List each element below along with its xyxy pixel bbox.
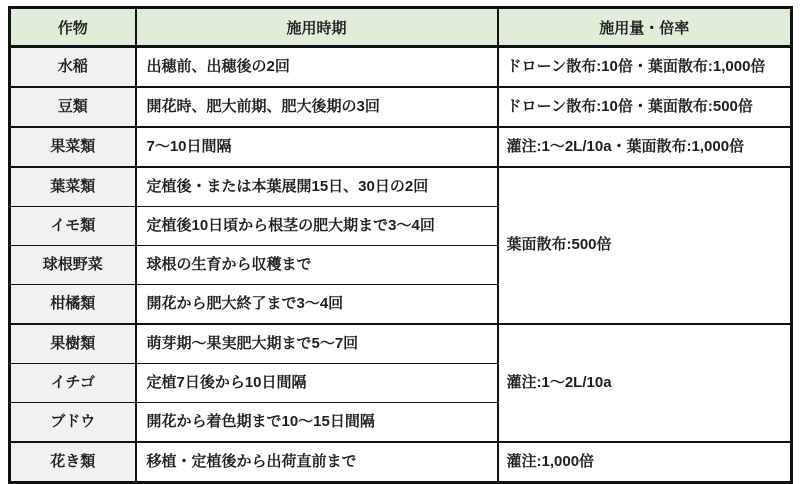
amount-cell: 灌注:1,000倍 <box>498 442 792 483</box>
timing-cell: 開花から着色期まで10〜15日間隔 <box>136 403 498 443</box>
timing-cell: 定植後10日頃から根茎の肥大期まで3〜4回 <box>136 207 498 246</box>
crop-cell: 花き類 <box>10 442 136 483</box>
timing-cell: 出穂前、出穂後の2回 <box>136 47 498 88</box>
crop-cell: 果樹類 <box>10 324 136 364</box>
crop-cell: 果菜類 <box>10 127 136 167</box>
crop-cell: 水稲 <box>10 47 136 88</box>
timing-cell: 7〜10日間隔 <box>136 127 498 167</box>
crop-cell: ブドウ <box>10 403 136 443</box>
table-row <box>10 442 792 483</box>
crop-application-table <box>8 6 793 484</box>
crop-cell: 葉菜類 <box>10 167 136 207</box>
crop-cell: 豆類 <box>10 87 136 127</box>
timing-cell: 萌芽期〜果実肥大期まで5〜7回 <box>136 324 498 364</box>
table-header <box>10 8 792 47</box>
amount-cell: ドローン散布:10倍・葉面散布:500倍 <box>498 87 792 127</box>
table-row <box>10 167 792 207</box>
header-row <box>10 8 792 47</box>
header-crop: 作物 <box>10 8 136 47</box>
header-amount: 施用量・倍率 <box>498 8 792 47</box>
amount-cell: 灌注:1〜2L/10a・葉面散布:1,000倍 <box>498 127 792 167</box>
crop-cell: イチゴ <box>10 364 136 403</box>
table-row <box>10 47 792 88</box>
crop-cell: イモ類 <box>10 207 136 246</box>
crop-cell: 球根野菜 <box>10 246 136 285</box>
table-row <box>10 87 792 127</box>
timing-cell: 移植・定植後から出荷直前まで <box>136 442 498 483</box>
timing-cell: 開花から肥大終了まで3〜4回 <box>136 285 498 325</box>
header-timing: 施用時期 <box>136 8 498 47</box>
table-body <box>10 47 792 483</box>
crop-cell: 柑橘類 <box>10 285 136 325</box>
timing-cell: 定植後・または本葉展開15日、30日の2回 <box>136 167 498 207</box>
table-row <box>10 324 792 364</box>
amount-cell-merged: 葉面散布:500倍 <box>498 167 792 324</box>
timing-cell: 開花時、肥大前期、肥大後期の3回 <box>136 87 498 127</box>
amount-cell: ドローン散布:10倍・葉面散布:1,000倍 <box>498 47 792 88</box>
timing-cell: 球根の生育から収穫まで <box>136 246 498 285</box>
table-row <box>10 127 792 167</box>
amount-cell-merged: 灌注:1〜2L/10a <box>498 324 792 442</box>
timing-cell: 定植7日後から10日間隔 <box>136 364 498 403</box>
